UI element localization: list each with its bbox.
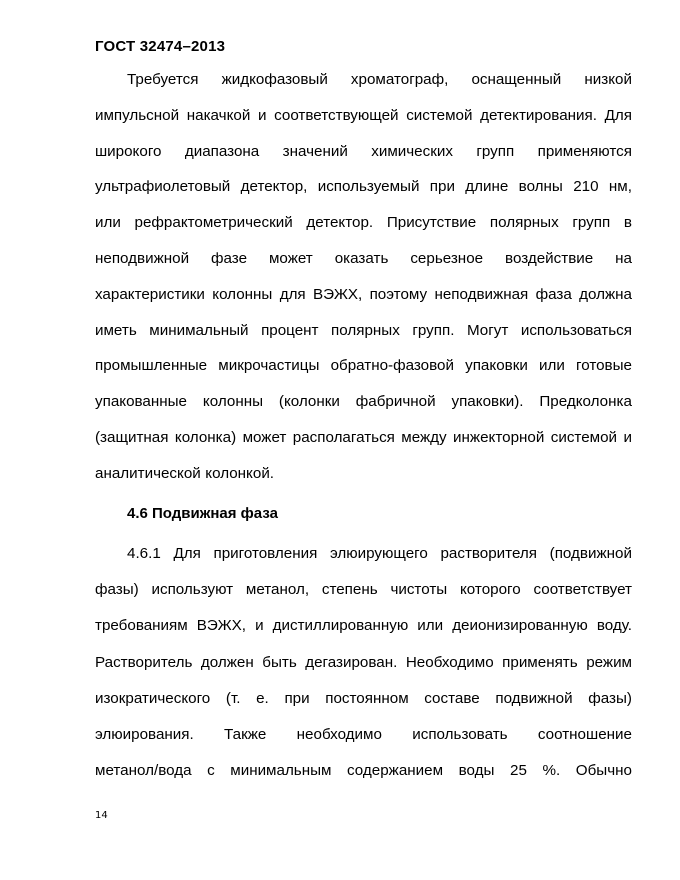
word: необходимо xyxy=(296,726,382,743)
word: должен xyxy=(200,653,254,671)
word: фаза xyxy=(535,285,572,303)
word: низкой xyxy=(584,71,632,88)
word: ультрафиолетовый xyxy=(95,178,231,196)
word: между xyxy=(401,429,447,446)
word: минимальным xyxy=(230,762,332,780)
word: жидкофазовый xyxy=(221,71,328,88)
text-line xyxy=(127,544,632,564)
text-line xyxy=(95,213,632,233)
word: (подвижной xyxy=(549,545,632,562)
text-line xyxy=(95,464,632,484)
page-number: 14 xyxy=(95,810,108,821)
word: %. xyxy=(542,762,561,780)
word: импульсной xyxy=(95,106,180,124)
word: растворителя xyxy=(440,545,537,562)
word: соответствующей xyxy=(274,106,399,124)
word: детектор. xyxy=(306,214,374,232)
word: или xyxy=(539,357,565,375)
word: иметь xyxy=(95,321,137,339)
word: Также xyxy=(224,726,267,743)
word: дистиллированную xyxy=(272,617,409,635)
word: использоваться xyxy=(520,321,632,339)
word: соотношение xyxy=(537,726,632,743)
word: воды xyxy=(458,762,495,780)
word: деионизированную xyxy=(452,617,588,635)
word: в xyxy=(623,214,632,232)
text-line xyxy=(95,580,632,600)
word: использовать xyxy=(412,726,508,743)
word: минимальный xyxy=(149,321,249,339)
word: элюирующего xyxy=(329,545,428,562)
word: при xyxy=(429,178,455,196)
word: системой xyxy=(406,106,473,124)
word: режим xyxy=(586,653,632,671)
word: приготовления xyxy=(213,545,318,562)
word: подвижной xyxy=(495,689,573,707)
word: инжекторной xyxy=(453,429,545,446)
text-line xyxy=(95,653,632,673)
word: колонны xyxy=(202,393,264,411)
word: готовые xyxy=(576,357,632,375)
word: метанол, xyxy=(245,581,310,599)
word: Растворитель xyxy=(95,653,193,671)
word: применять xyxy=(502,653,578,671)
word: волны xyxy=(518,178,563,196)
word: Для xyxy=(604,106,632,124)
word: хроматограф, xyxy=(350,71,449,88)
word: длине xyxy=(465,178,509,196)
word: детектирования. xyxy=(480,106,597,124)
word: групп. xyxy=(412,321,455,339)
word: е. xyxy=(256,689,269,707)
section-heading: 4.6 Подвижная фаза xyxy=(127,505,278,522)
word: Предколонка xyxy=(539,393,632,411)
word: используют xyxy=(151,581,234,599)
word: Необходимо xyxy=(405,653,494,671)
word: или xyxy=(417,617,444,635)
word: составе xyxy=(424,689,480,707)
word: упаковки xyxy=(465,357,528,375)
word: или xyxy=(95,214,121,232)
word: 210 xyxy=(573,178,599,196)
word: 25 xyxy=(510,762,527,780)
word: химических xyxy=(371,142,453,160)
text-line xyxy=(95,321,632,341)
word: детектор, xyxy=(240,178,308,196)
word: может xyxy=(242,429,287,446)
word: Обычно xyxy=(575,762,632,780)
word: ВЭЖХ, xyxy=(313,285,363,303)
word: серьезное xyxy=(410,250,484,267)
text-line xyxy=(95,392,632,412)
word: фабричной xyxy=(355,393,436,411)
word: Присутствие xyxy=(386,214,477,232)
word: характеристики xyxy=(95,285,205,303)
word: фазы) xyxy=(95,581,139,599)
word: (колонки xyxy=(278,393,340,411)
word: аналитической xyxy=(95,464,201,482)
word: воду. xyxy=(596,617,632,635)
word: постоянном xyxy=(325,689,409,707)
word: упаковки). xyxy=(451,393,524,411)
text-line xyxy=(95,285,632,305)
word: чистоты xyxy=(390,581,448,599)
word: дегазирован. xyxy=(305,653,398,671)
text-line xyxy=(95,761,632,781)
word: неподвижной xyxy=(95,250,190,267)
word: значений xyxy=(282,142,348,160)
word: диапазона xyxy=(184,142,260,160)
word: поэтому xyxy=(369,285,428,303)
text-line xyxy=(95,249,632,269)
word: фазе xyxy=(211,250,248,267)
word: требованиям xyxy=(95,617,188,635)
word: широкого xyxy=(95,142,162,160)
word: оснащенный xyxy=(471,71,562,88)
word: колонны xyxy=(212,285,273,303)
word: оказать xyxy=(334,250,389,267)
word: нм, xyxy=(608,178,632,196)
word: накачкой xyxy=(186,106,251,124)
text-line xyxy=(95,356,632,376)
text-line xyxy=(95,689,632,709)
word: Требуется xyxy=(127,71,199,88)
word: полярных xyxy=(489,214,559,232)
word: (т. xyxy=(225,689,241,707)
text-line xyxy=(95,616,632,636)
word: обратно-фазовой xyxy=(330,357,454,375)
word: воздействие xyxy=(505,250,594,267)
text-line xyxy=(95,177,632,197)
word: и xyxy=(255,617,264,635)
word: промышленные xyxy=(95,357,208,375)
word: и xyxy=(623,429,632,446)
word: изократического xyxy=(95,689,211,707)
word: рефрактометрический xyxy=(134,214,293,232)
word: метанол/вода xyxy=(95,762,192,780)
text-line xyxy=(95,428,632,448)
word: применяются xyxy=(537,142,632,160)
document-header: ГОСТ 32474–2013 xyxy=(95,38,226,55)
word: упакованные xyxy=(95,393,188,411)
word: Для xyxy=(173,545,201,562)
word: элюирования. xyxy=(95,726,194,743)
word: и xyxy=(257,106,267,124)
word: быть xyxy=(262,653,297,671)
word: которого xyxy=(459,581,521,599)
text-line xyxy=(95,142,632,162)
word: может xyxy=(268,250,313,267)
text-line xyxy=(127,70,632,90)
text-line xyxy=(95,725,632,745)
word: фазы) xyxy=(588,689,632,707)
word: микрочастицы xyxy=(218,357,320,375)
word: системой xyxy=(550,429,618,446)
word: колонка) xyxy=(174,429,237,446)
word: колонкой. xyxy=(205,464,275,482)
word: (защитная xyxy=(95,429,169,446)
word: располагаться xyxy=(292,429,395,446)
word: на xyxy=(615,250,632,267)
word: Могут xyxy=(466,321,509,339)
word: неподвижная xyxy=(434,285,529,303)
word: 4.6.1 xyxy=(127,545,161,562)
word: соответствует xyxy=(533,581,632,599)
word: содержанием xyxy=(347,762,444,780)
word: полярных xyxy=(331,321,400,339)
word: степень xyxy=(321,581,378,599)
word: с xyxy=(207,762,215,780)
text-line xyxy=(95,106,632,126)
word: групп xyxy=(476,142,515,160)
word: используемый xyxy=(317,178,420,196)
word: для xyxy=(279,285,306,303)
word: групп xyxy=(572,214,611,232)
word: ВЭЖХ, xyxy=(196,617,247,635)
word: процент xyxy=(261,321,319,339)
word: при xyxy=(284,689,310,707)
word: должна xyxy=(579,285,632,303)
